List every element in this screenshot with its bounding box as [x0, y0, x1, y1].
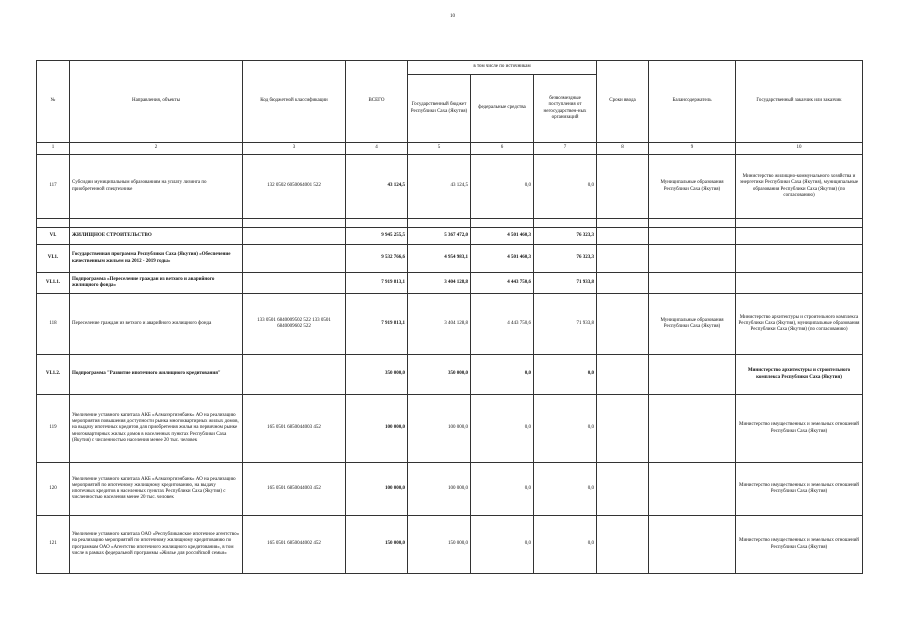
row-customer: [736, 273, 863, 294]
row-state: 350 000,0: [408, 355, 471, 395]
row-code: 132 0502 6050064001 522: [243, 155, 346, 219]
column-number: 7: [534, 143, 597, 155]
row-gratuitous: 0,0: [534, 463, 597, 516]
row-state: 3 404 128,8: [408, 294, 471, 355]
header-total: ВСЕГО: [346, 61, 408, 143]
row-no: VI.: [37, 228, 70, 245]
row-customer: [736, 228, 863, 245]
row-code: 165 0501 6850044003 452: [243, 395, 346, 463]
row-no: VI.1.2.: [37, 355, 70, 395]
row-holder: [649, 228, 736, 245]
row-holder: [649, 395, 736, 463]
row-customer: Министерство архитектуры и строительного комплекса Республики Саха (Якутия), муниципальные образования Республики Саха (Якутия) (по согласованию): [736, 294, 863, 355]
row-name: Увеличение уставного капитала АКБ «Алмазэргиэнбанк» АО на реализацию мероприятия повышения доступности рынка многоквартирных жилых домов, на выдачу ипотечных кредитов для приобретения жилья на первичном рынке многоквартирных жилых домов в населенных пунктах Республики Саха (Якутия) с численностью населения менее 20 тыс. человек: [70, 395, 243, 463]
row-terms: [597, 228, 649, 245]
table-row: [37, 155, 863, 219]
row-code: [243, 245, 346, 273]
header-sources-group: в том числе по источникам: [408, 61, 597, 75]
row-gratuitous: 76 323,3: [534, 245, 597, 273]
row-state: 4 954 983,1: [408, 245, 471, 273]
page-number: 10: [450, 14, 455, 19]
row-terms: [597, 395, 649, 463]
row-name: Подпрограмма "Развитие ипотечного жилищного кредитования": [70, 355, 243, 395]
row-terms: [597, 463, 649, 516]
row-gratuitous: 0,0: [534, 155, 597, 219]
row-federal: 0,0: [471, 355, 534, 395]
row-total: 150 000,0: [346, 516, 408, 574]
row-gratuitous: 76 323,3: [534, 228, 597, 245]
row-terms: [597, 273, 649, 294]
header-federal: федеральные средства: [471, 75, 534, 143]
spacer-row: [37, 219, 863, 228]
header-terms: Сроки ввода: [597, 61, 649, 143]
header-budget-code: Код бюджетной классификации: [243, 61, 346, 143]
row-gratuitous: 0,0: [534, 355, 597, 395]
row-gratuitous: 0,0: [534, 516, 597, 574]
row-code: [243, 228, 346, 245]
column-number: 3: [243, 143, 346, 155]
row-name: Подпрограмма «Переселение граждан из ветхого и аварийного жилищного фонда»: [70, 273, 243, 294]
row-name: ЖИЛИЩНОЕ СТРОИТЕЛЬСТВО: [70, 228, 243, 245]
row-total: 7 919 813,1: [346, 294, 408, 355]
row-terms: [597, 294, 649, 355]
table-row: [37, 395, 863, 463]
row-gratuitous: 71 933,8: [534, 273, 597, 294]
column-number: 2: [70, 143, 243, 155]
row-name: Государственная программа Республики Саха (Якутия) «Обеспечение качественным жильем на 2012 - 2019 годы»: [70, 245, 243, 273]
column-number: 6: [471, 143, 534, 155]
row-name: Увеличение уставного капитала АКБ «Алмазэргиэнбанк» АО на реализацию мероприятий по ипотечному жилищному кредитованию, на выдачу ипотечных кредитов в населенных пунктах Республики Саха (Якутия) с численностью населения менее 20 тыс. человек: [70, 463, 243, 516]
header-gratuitous: безвозмездные поступления от негосударствен-ных организаций: [534, 75, 597, 143]
row-code: 133 0501 6840009502 522 133 0501 6840009602 522: [243, 294, 346, 355]
header-no: №: [37, 61, 70, 143]
row-state: 5 367 472,0: [408, 228, 471, 245]
row-total: 100 000,0: [346, 395, 408, 463]
row-holder: Муниципальные образования Республики Саха (Якутия): [649, 155, 736, 219]
row-code: [243, 273, 346, 294]
row-federal: 0,0: [471, 395, 534, 463]
row-state: 150 000,0: [408, 516, 471, 574]
row-federal: 4 443 750,6: [471, 273, 534, 294]
investment-table: [36, 60, 863, 574]
row-holder: [649, 355, 736, 395]
row-total: 9 945 255,5: [346, 228, 408, 245]
row-no: 118: [37, 294, 70, 355]
table-row: [37, 516, 863, 574]
row-holder: [649, 245, 736, 273]
row-no: 120: [37, 463, 70, 516]
row-state: 100 000,0: [408, 463, 471, 516]
row-federal: 0,0: [471, 516, 534, 574]
column-number: 8: [597, 143, 649, 155]
row-customer: Министерство имущественных и земельных отношений Республики Саха (Якутия): [736, 395, 863, 463]
row-federal: 4 501 460,3: [471, 228, 534, 245]
table-row: [37, 228, 863, 245]
column-number: 4: [346, 143, 408, 155]
table-row: [37, 355, 863, 395]
header-direction: Направления, объекты: [70, 61, 243, 143]
row-name: Переселение граждан из ветхого и аварийного жилищного фонда: [70, 294, 243, 355]
row-customer: Министерство имущественных и земельных отношений Республики Саха (Якутия): [736, 516, 863, 574]
column-number: 9: [649, 143, 736, 155]
row-federal: 4 443 750,6: [471, 294, 534, 355]
row-total: 43 124,5: [346, 155, 408, 219]
column-number: 5: [408, 143, 471, 155]
row-federal: 0,0: [471, 155, 534, 219]
row-state: 43 124,5: [408, 155, 471, 219]
row-name: Увеличение уставного капитала ОАО «Республиканское ипотечное агентство» на реализацию мероприятий по ипотечному жилищному кредитованию по программам ОАО «Агентство ипотечного жилищного кредитования», в том числе в рамках федеральной программы «Жилье для российской семьи»: [70, 516, 243, 574]
column-number: 1: [37, 143, 70, 155]
row-customer: Министерство архитектуры и строительного комплекса Республики Саха (Якутия): [736, 355, 863, 395]
row-terms: [597, 355, 649, 395]
header-holder: Балансодержатель: [649, 61, 736, 143]
row-holder: Муниципальные образования Республики Саха (Якутия): [649, 294, 736, 355]
row-holder: [649, 516, 736, 574]
row-state: 3 404 128,8: [408, 273, 471, 294]
row-code: 165 0501 6850044003 452: [243, 463, 346, 516]
row-customer: Министерство имущественных и земельных отношений Республики Саха (Якутия): [736, 463, 863, 516]
row-holder: [649, 463, 736, 516]
row-state: 100 000,0: [408, 395, 471, 463]
row-holder: [649, 273, 736, 294]
row-no: 121: [37, 516, 70, 574]
row-federal: 0,0: [471, 463, 534, 516]
column-number-row: [37, 143, 863, 155]
row-federal: 4 501 460,3: [471, 245, 534, 273]
header-customer: Государственный заказчик или заказчик: [736, 61, 863, 143]
row-no: VI.1.: [37, 245, 70, 273]
row-no: VI.1.1.: [37, 273, 70, 294]
row-total: 100 000,0: [346, 463, 408, 516]
header-row-group: [37, 61, 863, 75]
row-gratuitous: 0,0: [534, 395, 597, 463]
row-total: 9 532 766,6: [346, 245, 408, 273]
row-total: 350 000,0: [346, 355, 408, 395]
row-terms: [597, 155, 649, 219]
row-name: Субсидии муниципальным образованиям на уплату лизинга по приобретенной спецтехнике: [70, 155, 243, 219]
row-customer: Министерство жилищно-коммунального хозяйства и энергетики Республики Саха (Якутия), муниципальные образования Республики Саха (Якутия) (по согласованию): [736, 155, 863, 219]
row-terms: [597, 245, 649, 273]
table-row: [37, 273, 863, 294]
header-state-budget: Государственный бюджет Республики Саха (Якутия): [408, 75, 471, 143]
table-row: [37, 245, 863, 273]
table-row: [37, 294, 863, 355]
row-total: 7 919 813,1: [346, 273, 408, 294]
row-gratuitous: 71 933,8: [534, 294, 597, 355]
row-no: 117: [37, 155, 70, 219]
row-terms: [597, 516, 649, 574]
row-no: 119: [37, 395, 70, 463]
row-customer: [736, 245, 863, 273]
row-code: [243, 355, 346, 395]
table-row: [37, 463, 863, 516]
column-number: 10: [736, 143, 863, 155]
row-code: 165 0501 6850044002 452: [243, 516, 346, 574]
